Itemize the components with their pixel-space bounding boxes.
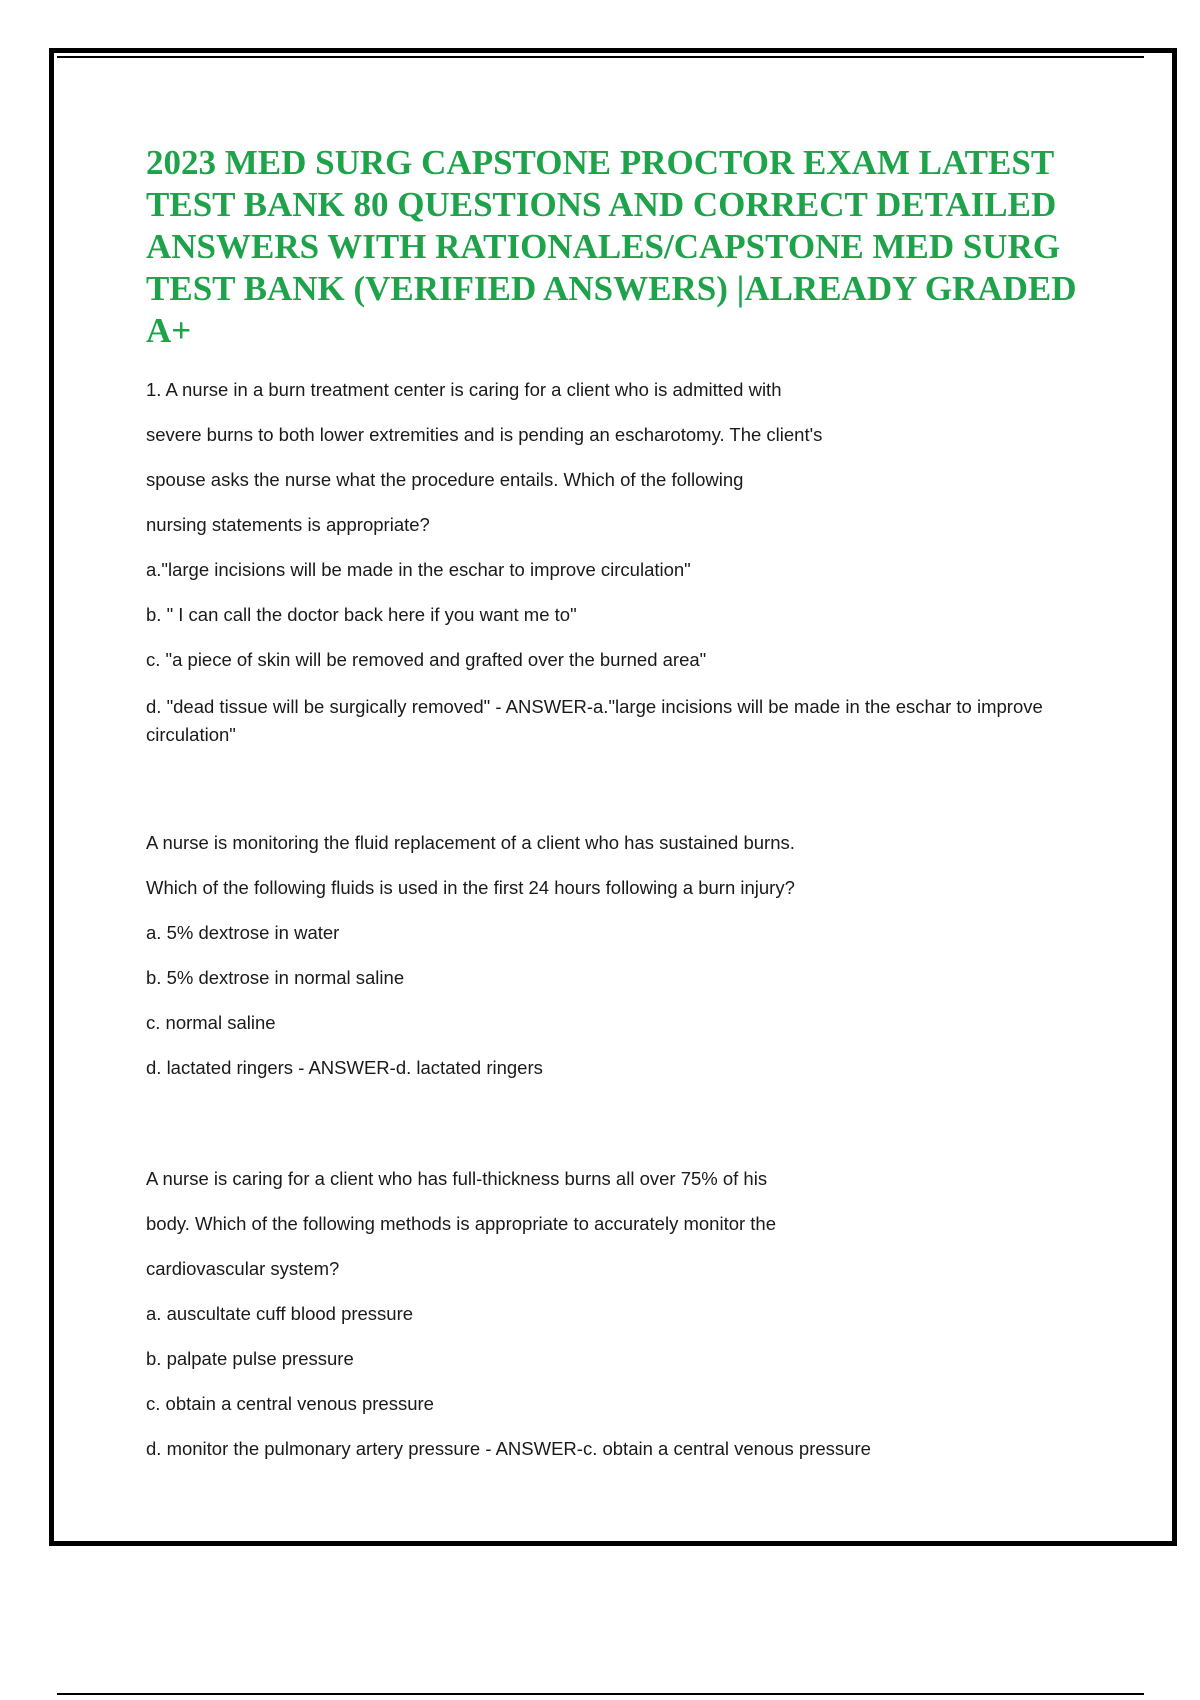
answer-option: c. normal saline	[146, 1012, 276, 1033]
question-stem-line: 1. A nurse in a burn treatment center is caring for a client who is admitted with	[146, 379, 782, 400]
question-stem-line: spouse asks the nurse what the procedure entails. Which of the following	[146, 469, 744, 490]
question-stem-line: body. Which of the following methods is appropriate to accurately monitor the	[146, 1213, 777, 1234]
answer-option-with-key: d. monitor the pulmonary artery pressure - ANSWER-c. obtain a central venous pressure	[146, 1438, 871, 1459]
answer-option-with-key: d. "dead tissue will be surgically removed" - ANSWER-a."large incisions will be made in the eschar to improve circulation"	[146, 696, 1043, 745]
answer-option: c. "a piece of skin will be removed and grafted over the burned area"	[146, 649, 707, 670]
question-list	[146, 378, 1096, 1482]
question-3	[146, 1167, 1096, 1460]
answer-option: b. 5% dextrose in normal saline	[146, 967, 405, 988]
answer-option: c. obtain a central venous pressure	[146, 1393, 434, 1414]
question-stem-line: Which of the following fluids is used in the first 24 hours following a burn injury?	[146, 877, 795, 898]
answer-option-with-key: d. lactated ringers - ANSWER-d. lactated ringers	[146, 1057, 543, 1078]
question-stem-line: nursing statements is appropriate?	[146, 514, 430, 535]
question-stem-line: severe burns to both lower extremities and is pending an escharotomy. The client's	[146, 424, 823, 445]
question-spacer	[146, 771, 1096, 831]
question-spacer	[146, 1101, 1096, 1167]
question-stem-line: A nurse is monitoring the fluid replacement of a client who has sustained burns.	[146, 832, 795, 853]
question-stem-line: A nurse is caring for a client who has full-thickness burns all over 75% of his	[146, 1168, 768, 1189]
answer-option: b. " I can call the doctor back here if you want me to"	[146, 604, 577, 625]
question-2	[146, 831, 1096, 1079]
question-stem-line: cardiovascular system?	[146, 1258, 340, 1279]
answer-option: a. 5% dextrose in water	[146, 922, 340, 943]
bottom-rule	[57, 1693, 1144, 1695]
document-title: 2023 MED SURG CAPSTONE PROCTOR EXAM LATEST TEST BANK 80 QUESTIONS AND CORRECT DETAILED ANSWERS WITH RATIONALES/CAPSTONE MED SURG TEST BANK (VERIFIED ANSWERS) |ALREADY GRADED A+	[146, 143, 1077, 350]
question-1	[146, 378, 1096, 749]
answer-option: a."large incisions will be made in the eschar to improve circulation"	[146, 559, 691, 580]
answer-option: b. palpate pulse pressure	[146, 1348, 354, 1369]
answer-option: a. auscultate cuff blood pressure	[146, 1303, 414, 1324]
top-rule	[57, 56, 1144, 58]
